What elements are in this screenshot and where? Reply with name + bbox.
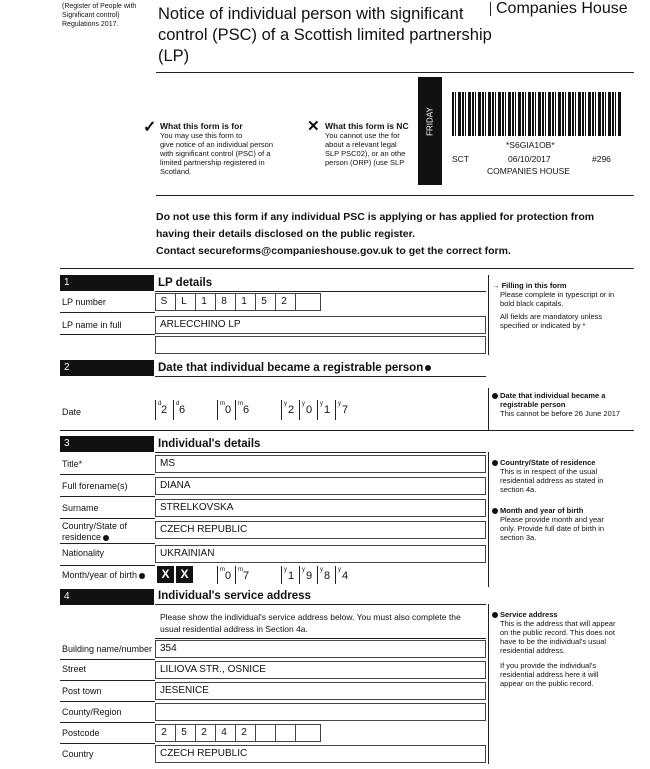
building-label: Building name/number	[62, 644, 153, 654]
street-label: Street	[62, 664, 87, 674]
cross-icon: ✕	[307, 118, 320, 135]
date-registrable-note: Date that individual became a registrable person This cannot be before 26 June 2017	[492, 391, 632, 418]
country-residence-field[interactable]: CZECH REPUBLIC	[155, 521, 486, 539]
stamp-number: #296	[592, 154, 611, 164]
what-form-is-not-for: What this form is NC You cannot use the for about a relevant legal SLP PSC02), or an othe person (ORP) (use SLP	[325, 122, 409, 167]
dob-masked-day-2: X	[176, 566, 193, 583]
day-stamp: FRIDAY	[418, 77, 442, 185]
section-2-title: Date that individual became a registrable person	[158, 362, 431, 374]
post-town-label: Post town	[62, 686, 102, 696]
stamp-office: COMPANIES HOUSE	[487, 166, 570, 176]
section-4-title: Individual's service address	[158, 590, 311, 602]
street-field[interactable]: LILIOVA STR., OSNICE	[155, 661, 486, 679]
postcode-label: Postcode	[62, 728, 100, 738]
service-address-note: Service address This is the address that will appear on the public record. This does not have to be the individual's usual residential address. If you provide the individual's residential address here it will appear on the public record.	[492, 610, 632, 688]
county-field[interactable]	[155, 703, 486, 721]
section-4-number: 4	[60, 589, 154, 605]
header-divider	[156, 72, 634, 73]
dob-masked-day-1: X	[157, 566, 174, 583]
barcode-code: *S6GIA1OB*	[506, 140, 555, 150]
filling-in-form-note: → Filling in this form Please complete in typescript or in bold black capitals. All fields are mandatory unless specified or indicated by *	[492, 281, 615, 330]
country-label: Country	[62, 749, 94, 759]
info-dot-icon	[425, 365, 431, 371]
post-town-value: JESENICE	[160, 685, 209, 696]
arrow-icon: →	[492, 281, 500, 290]
forename-field[interactable]: DIANA	[155, 477, 486, 495]
section-1-number: 1	[60, 275, 154, 291]
info-dot-icon	[492, 460, 498, 466]
lp-name-field[interactable]: ARLECCHINO LP	[155, 316, 486, 334]
date-label: Date	[62, 407, 82, 417]
stamp-date: 06/10/2017	[508, 154, 551, 164]
section-2-number: 2	[60, 360, 154, 376]
county-label: County/Region	[62, 707, 122, 717]
dob-label: Month/year of birth	[62, 570, 145, 580]
postcode-field[interactable]: 2 5 2 4 2	[155, 724, 321, 742]
lp-number-label: LP number	[62, 297, 106, 307]
warning-notice: Do not use this form if any individual PSC is applying or has applied for protection from having their details disclosed on the public register. Contact secureforms@companieshouse.gov.uk to get the correct form.	[156, 211, 595, 257]
info-dot-icon	[139, 573, 145, 579]
section-1-title: LP details	[158, 277, 213, 289]
building-field[interactable]: 354	[155, 640, 486, 658]
section-3-title: Individual's details	[158, 438, 261, 450]
what-form-is-for: What this form is for You may use this form to give notice of an individual person with significant control (PSC) of a limited partnership registered in Scotland.	[160, 121, 273, 176]
stamp-prefix: SCT	[452, 154, 469, 164]
country-residence-note: Country/State of residence This is in respect of the usual residential address as stated in section 4a.	[492, 458, 632, 494]
info-dot-icon	[492, 393, 498, 399]
nationality-field[interactable]: UKRAINIAN	[155, 545, 486, 563]
title-label: Title*	[62, 459, 83, 469]
date-field[interactable]: d 2 d 6 m 0 m 6 y 2 y 0 y 1 y 7	[155, 400, 455, 422]
regulations-note: (Register of People with Significant control) Regulations 2017.	[62, 3, 137, 28]
month-year-birth-note: Month and year of birth Please provide month and year only. Provide full date of birth in section 3a.	[492, 506, 632, 542]
service-address-instruction: Please show the individual's service address below. You must also complete the usual residential address in Section 4a.	[160, 612, 461, 634]
surname-field[interactable]: STRELKOVSKA	[155, 499, 486, 517]
forename-label: Full forename(s)	[62, 481, 128, 491]
nationality-label: Nationality	[62, 548, 105, 558]
brand-companies-house: Companies House	[496, 0, 628, 17]
lp-name-label: LP name in full	[62, 320, 122, 330]
check-icon: ✓	[143, 119, 157, 136]
info-dot-icon	[492, 508, 498, 514]
barcode	[452, 92, 622, 136]
form-title: Notice of individual person with significant control (PSC) of a Scottish limited partnership (LP)	[158, 5, 492, 65]
surname-label: Surname	[62, 503, 99, 513]
lp-number-field[interactable]: S L 1 8 1 5 2	[155, 293, 321, 311]
info-dot-icon	[103, 535, 109, 541]
title-field[interactable]: MS	[155, 455, 486, 473]
country-residence-label: Country/State of residence	[62, 521, 128, 542]
dob-field[interactable]: m 0 m 7 y 1 y 9 y 8 y 4	[217, 566, 377, 586]
lp-name-field-line2[interactable]	[155, 336, 486, 354]
country-field[interactable]: CZECH REPUBLIC	[155, 745, 486, 763]
info-dot-icon	[492, 612, 498, 618]
section-3-number: 3	[60, 436, 154, 452]
